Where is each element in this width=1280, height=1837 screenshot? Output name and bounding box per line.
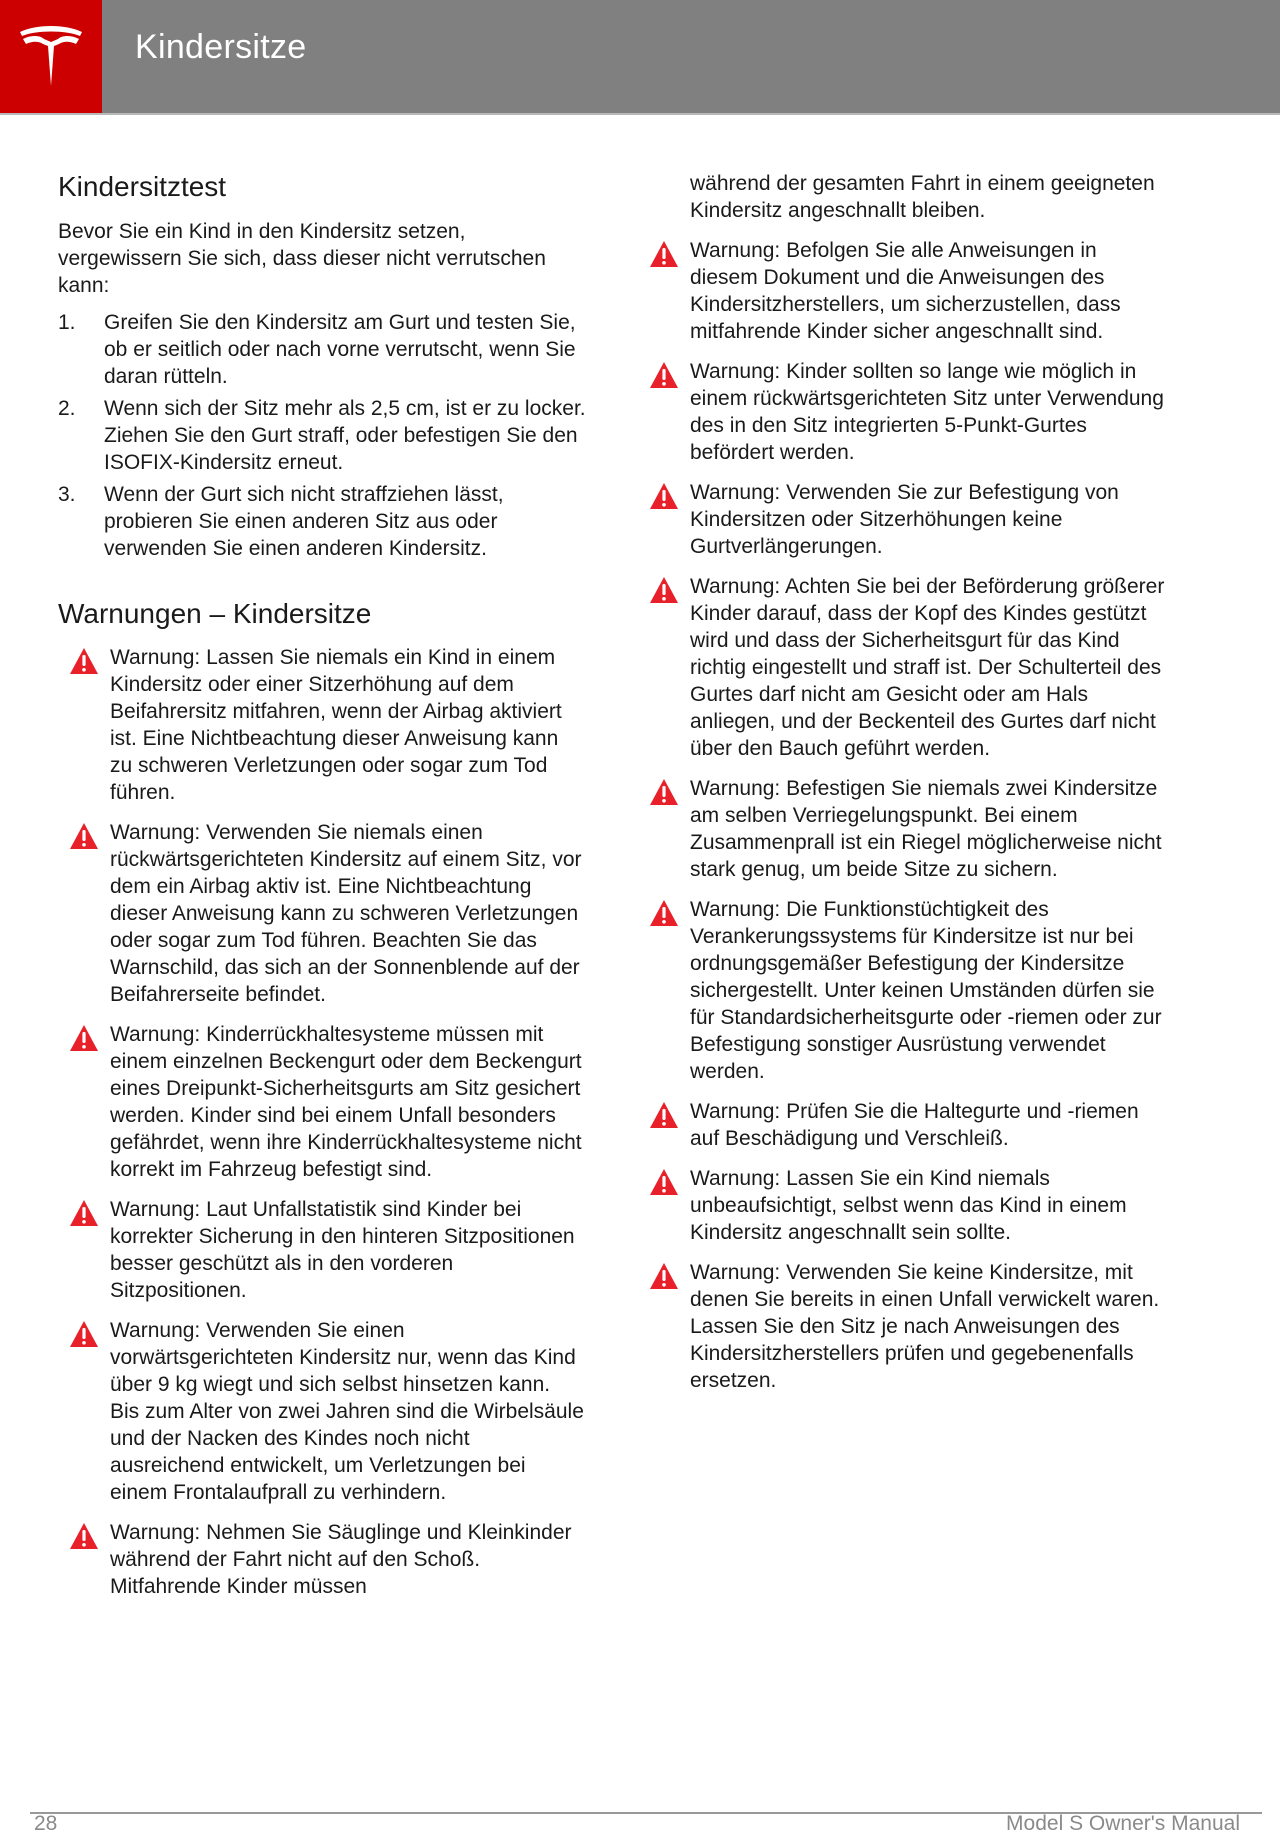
step-number: 1. [58, 310, 76, 334]
warning-item [638, 896, 1168, 1085]
warning-text: Warnung: Verwenden Sie zur Befestigung von Kindersitzen oder Sitzerhöhungen keine Gurtverlängerungen. [690, 481, 1119, 558]
warning-triangle-icon [638, 573, 690, 604]
warning-text: Warnung: Lassen Sie niemals ein Kind in einem Kindersitz oder einer Sitzerhöhung auf dem Beifahrersitz mitfahren, wenn der Airbag aktiviert ist. Eine Nichtbeachtung dieser Anweisung kann zu schweren Verletzungen oder sogar zum Tod führen. [110, 646, 562, 805]
warning-triangle-icon [638, 237, 690, 268]
warning-item [638, 1259, 1168, 1394]
warning-text: Warnung: Befolgen Sie alle Anweisungen in diesem Dokument und die Anweisungen des Kindersitzherstellers, um sicherzustellen, dass mitfahrende Kinder sicher angeschnallt sind. [690, 239, 1121, 343]
warning-text: Warnung: Verwenden Sie einen vorwärtsgerichteten Kindersitz nur, wenn das Kind über 9 kg wiegt und sich selbst hinsetzen kann. Bis zum Alter von zwei Jahren sind die Wirbelsäule und der Nacken des Kindes noch nicht ausreichend entwickelt, um Verletzungen bei einem Frontalaufprall zu verhindern. [110, 1319, 584, 1505]
warning-triangle-icon [638, 1259, 690, 1290]
warning-text: Warnung: Kinderrückhaltesysteme müssen mit einem einzelnen Beckengurt oder dem Beckengurt eines Dreipunkt-Sicherheitsgurts am Sitz gesichert werden. Kinder sind bei einem Unfall besonders gefährdet, wenn ihre Kinderrückhaltesysteme nicht korrekt im Fahrzeug befestigt sind. [110, 1023, 582, 1182]
warning-text: Warnung: Laut Unfallstatistik sind Kinder bei korrekter Sicherung in den hinteren Sitzpositionen besser geschützt als in den vorderen Sitzpositionen. [110, 1198, 575, 1303]
warning-text: Warnung: Lassen Sie ein Kind niemals unbeaufsichtigt, selbst wenn das Kind in einem Kindersitz angeschnallt sein sollte. [690, 1167, 1127, 1244]
section-title-warnungen: Warnungen – Kindersitze [58, 597, 372, 629]
warning-item [58, 1519, 588, 1600]
step-number: 2. [58, 396, 76, 420]
warning-text: Warnung: Kinder sollten so lange wie möglich in einem rückwärtsgerichteten Sitz unter Verwendung des in den Sitz integrierten 5-Punkt-Gurtes befördert werden. [690, 360, 1164, 464]
page-number: 28 [34, 1812, 58, 1835]
header-title: Kindersitze [135, 28, 307, 66]
warning-triangle-icon [638, 358, 690, 389]
warning-continuation-text: während der gesamten Fahrt in einem geeigneten Kindersitz angeschnallt bleiben. [690, 172, 1155, 222]
warning-text: Warnung: Verwenden Sie niemals einen rückwärtsgerichteten Kindersitz auf einem Sitz, vor dem ein Airbag aktiv ist. Eine Nichtbeachtung dieser Anweisung kann zu schweren Verletzungen oder sogar zum Tod führen. Beachten Sie das Warnschild, das sich an der Sonnenblende auf der Beifahrerseite befindet. [110, 821, 582, 1007]
warning-triangle-icon [58, 1021, 110, 1052]
warning-triangle-icon [58, 644, 110, 675]
warning-item [638, 479, 1168, 560]
step-item [58, 395, 588, 476]
warning-item [638, 237, 1168, 345]
warning-item [58, 644, 588, 806]
step-text: Wenn der Gurt sich nicht straffziehen lässt, probieren Sie einen anderen Sitz aus oder verwenden Sie einen anderen Kindersitz. [104, 482, 504, 560]
warning-text: Warnung: Nehmen Sie Säuglinge und Kleinkinder während der Fahrt nicht auf den Schoß. Mitfahrende Kinder müssen [110, 1521, 572, 1599]
warning-item [638, 1098, 1168, 1152]
warning-triangle-icon [638, 479, 690, 510]
manual-title: Model S Owner's Manual [1006, 1812, 1240, 1835]
warning-triangle-icon [638, 1165, 690, 1196]
step-item [58, 481, 588, 562]
intro-paragraph: Bevor Sie ein Kind in den Kindersitz setzen, vergewissern Sie sich, dass dieser nicht verrutschen kann: [58, 219, 546, 297]
warning-triangle-icon [638, 1098, 690, 1129]
page-header [0, 0, 1280, 115]
warning-item [638, 573, 1168, 762]
warning-triangle-icon [638, 775, 690, 806]
warning-triangle-icon [58, 1519, 110, 1550]
step-number: 3. [58, 482, 76, 506]
step-text: Wenn sich der Sitz mehr als 2,5 cm, ist er zu locker. Ziehen Sie den Gurt straff, oder befestigen Sie den ISOFIX-Kindersitz erneut. [104, 396, 586, 474]
warning-triangle-icon [58, 1196, 110, 1227]
warning-item [638, 358, 1168, 466]
warning-text: Warnung: Befestigen Sie niemals zwei Kindersitze am selben Verriegelungspunkt. Bei einem Zusammenprall ist ein Riegel möglicherweise nicht stark genug, um beide Sitze zu sichern. [690, 777, 1162, 881]
warning-text: Warnung: Verwenden Sie keine Kindersitze, mit denen Sie bereits in einen Unfall verwickelt waren. Lassen Sie den Sitz je nach Anweisungen des Kindersitzherstellers prüfen und gegebenenfalls ersetzen. [690, 1261, 1160, 1392]
warning-text: Warnung: Prüfen Sie die Haltegurte und -riemen auf Beschädigung und Verschleiß. [690, 1100, 1139, 1150]
section-title-kindersitztest: Kindersitztest [58, 171, 227, 202]
warning-triangle-icon [638, 896, 690, 927]
tesla-logo [0, 0, 102, 113]
step-item [58, 309, 588, 390]
test-steps-list [58, 309, 588, 562]
warning-item [58, 819, 588, 1008]
warning-triangle-icon [58, 819, 110, 850]
warning-item [58, 1196, 588, 1304]
warning-item [58, 1317, 588, 1506]
tesla-logo-icon [16, 22, 86, 88]
step-text: Greifen Sie den Kindersitz am Gurt und testen Sie, ob er seitlich oder nach vorne verrutscht, wenn Sie daran rütteln. [104, 310, 576, 388]
warning-text: Warnung: Die Funktionstüchtigkeit des Verankerungssystems für Kindersitze ist nur bei ordnungsgemäßer Befestigung der Kindersitze sichergestellt. Unter keinen Umständen dürfen sie für Standardsicherheitsgurte oder -riemen oder zur Befestigung sonstiger Ausrüstung verwendet werden. [690, 898, 1162, 1083]
right-column [638, 170, 1168, 1407]
warning-item [58, 1021, 588, 1183]
warning-text: Warnung: Achten Sie bei der Beförderung größerer Kinder darauf, dass der Kopf des Kindes gestützt wird und dass der Sicherheitsgurt für das Kind richtig eingestellt und straff ist. Der Schulterteil des Gurtes darf nicht am Gesicht oder am Hals anliegen, und der Beckenteil des Gurtes darf nicht über den Bauch geführt werden. [690, 575, 1165, 760]
warning-item [638, 1165, 1168, 1246]
warning-item [638, 775, 1168, 883]
left-column [58, 170, 588, 1613]
warning-triangle-icon [58, 1317, 110, 1348]
